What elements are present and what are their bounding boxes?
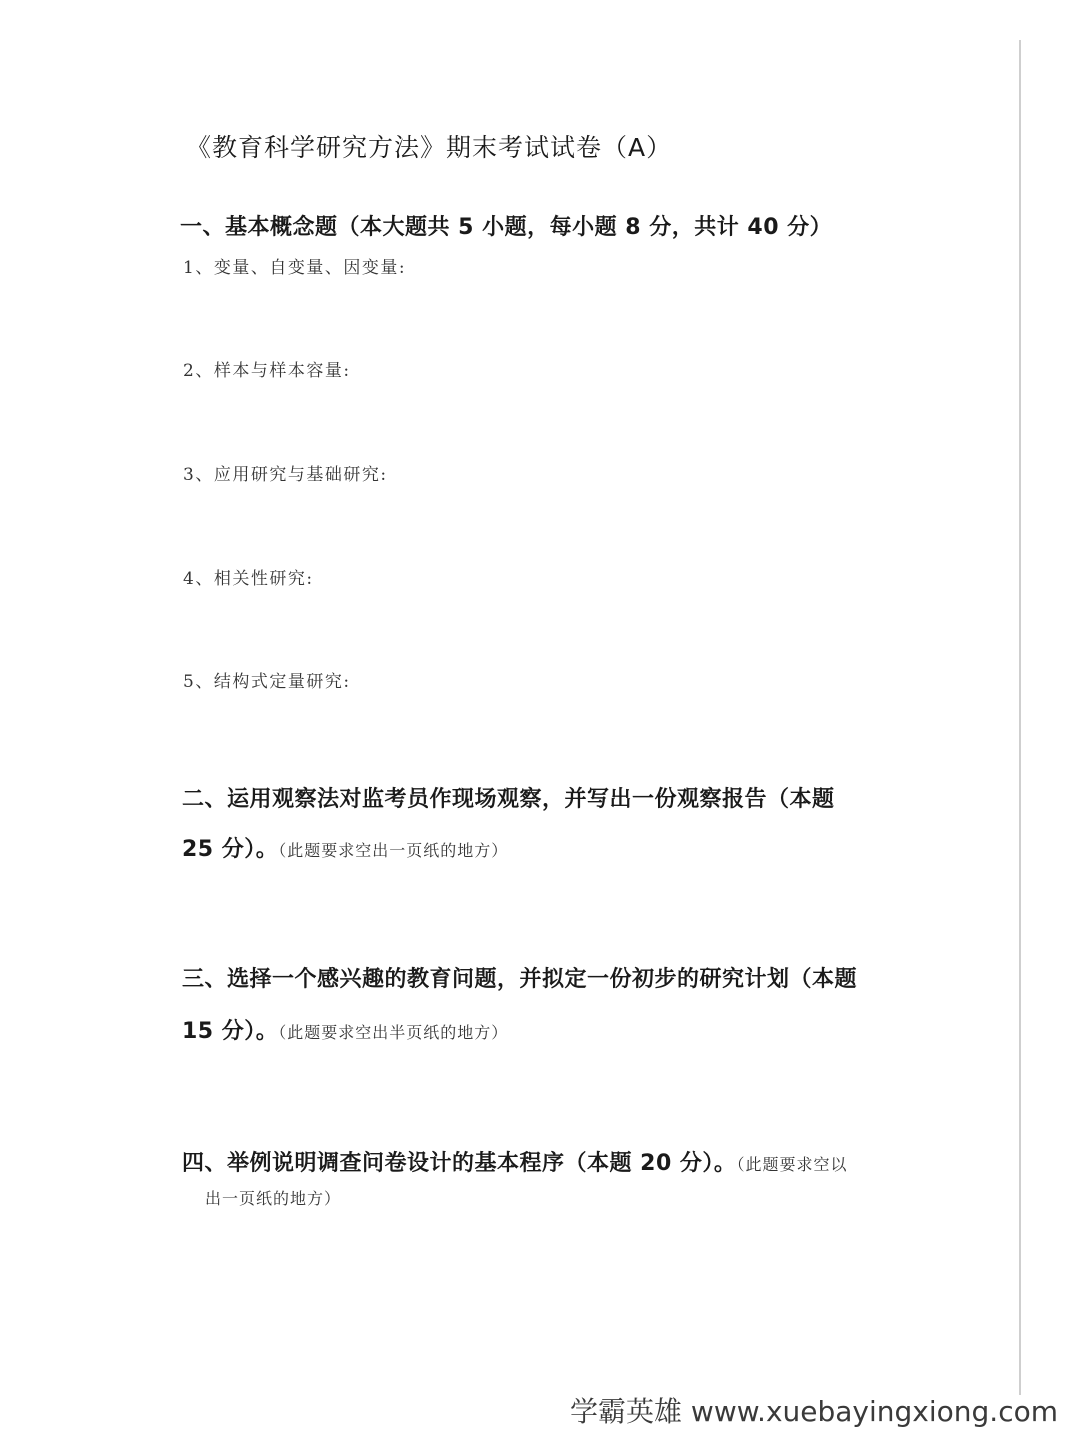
section2-heading-line2 (182, 832, 508, 863)
section2-note: （此题要求空出一页纸的地方） (278, 841, 509, 860)
section3-heading-text: 三、选择一个感兴趣的教育问题，并拟定一份初步的研究计划（本题 (182, 967, 858, 992)
section4-note: （此题要求空以 (736, 1155, 848, 1174)
section2-heading-line1 (182, 782, 835, 813)
section2-heading-text: 二、运用观察法对监考员作现场观察，并写出一份观察报告（本题 (182, 787, 835, 812)
exam-title: 《教育科学研究方法》期末考试试卷（A） (186, 133, 673, 162)
section4-heading-line1 (182, 1146, 847, 1177)
question-1-5: 5、结构式定量研究: (183, 672, 351, 692)
section3-points: 15 分）。 (182, 1019, 279, 1044)
section4-heading-line2 (205, 1186, 341, 1209)
question-1-2: 2、样本与样本容量: (183, 361, 351, 381)
section3-heading-line1 (182, 962, 857, 993)
section3-heading-line2 (182, 1014, 508, 1045)
section4-note-continued: 出一页纸的地方） (205, 1189, 342, 1208)
question-1-4: 4、相关性研究: (183, 569, 314, 589)
section1-heading: 一、基本概念题（本大题共 5 小题，每小题 8 分，共计 40 分） (180, 215, 833, 240)
site-watermark: 学霸英雄 www.xuebayingxiong.com (570, 1395, 1058, 1428)
section4-heading-text: 四、举例说明调查问卷设计的基本程序（本题 20 分）。 (182, 1151, 737, 1176)
section3-note: （此题要求空出半页纸的地方） (278, 1023, 509, 1042)
page-edge-line (1019, 40, 1021, 1395)
section2-points: 25 分）。 (182, 837, 279, 862)
question-1-1: 1、变量、自变量、因变量: (183, 258, 407, 278)
question-1-3: 3、应用研究与基础研究: (183, 465, 388, 485)
